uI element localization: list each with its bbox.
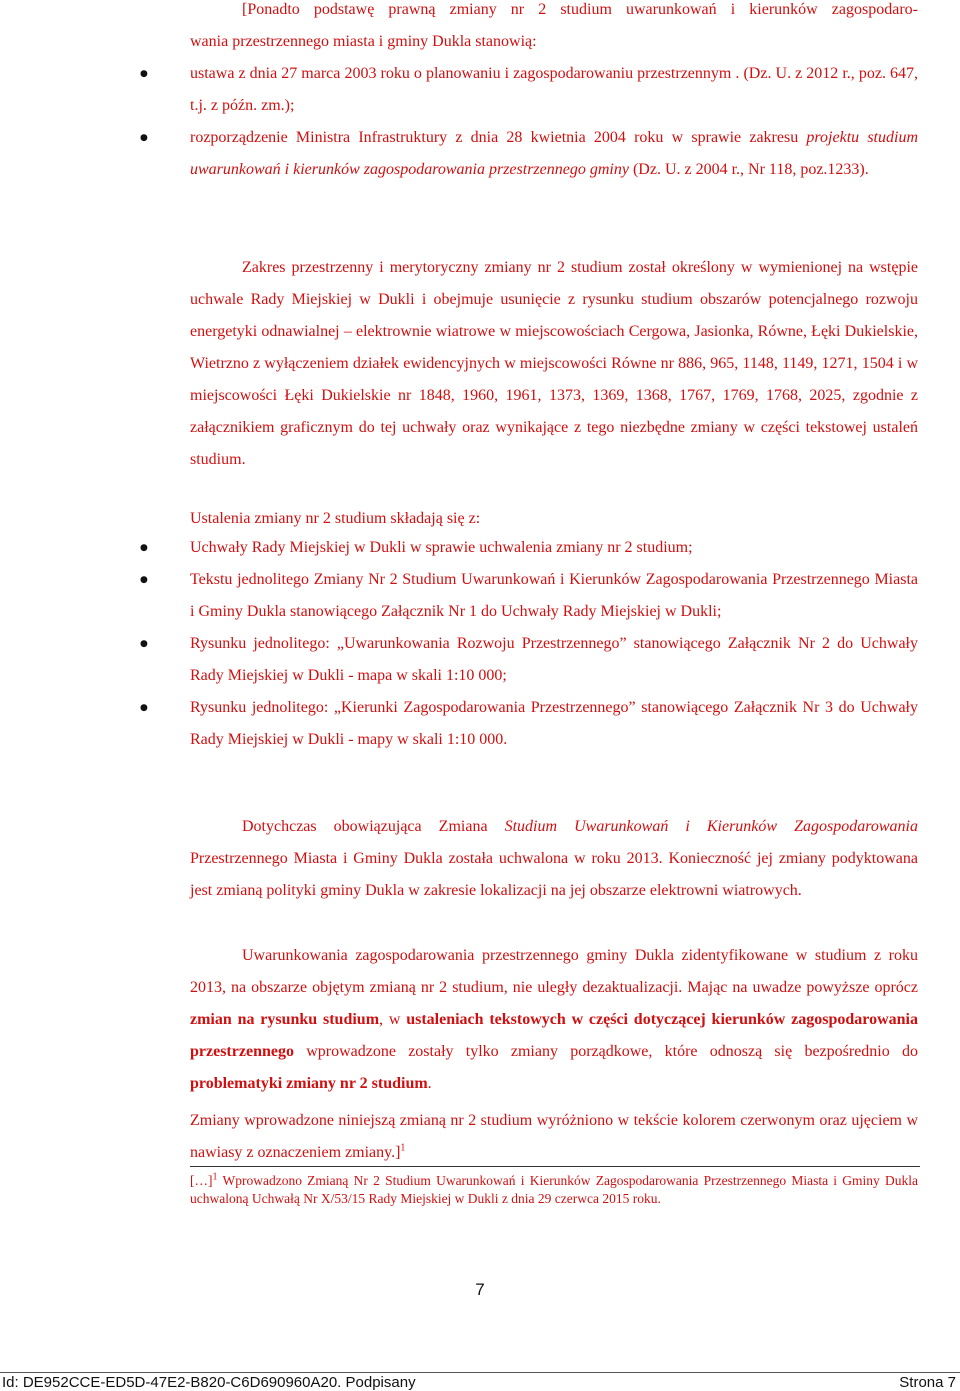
list-item [138, 122, 918, 186]
conditions-bold-1: zmian na rysunku studium [190, 1011, 380, 1028]
list-item-text: Rysunku jednolitego: „Uwarunkowania Rozwoju Przestrzennego” stanowiącego Załącznik Nr 2 do Uchwały Rady Miejskiej w Dukli - mapa w skali 1:10 000; [190, 635, 918, 684]
list-item-text-a: rozporządzenie Ministra Infrastruktury z dnia 28 kwietnia 2004 roku w sprawie zakresu [190, 129, 807, 146]
list-item-text: Tekstu jednolitego Zmiany Nr 2 Studium Uwarunkowań i Kierunków Zagospodarowania Przestrzennego Miasta i Gminy Dukla stanowiącego Załącznik Nr 1 do Uchwały Rady Miejskiej w Dukli; [190, 571, 918, 620]
footnote-divider [190, 1166, 920, 1167]
marking-text: Zmiany wprowadzone niniejszą zmianą nr 2 studium wyróżniono w tekście kolorem czerwonym oraz ujęciem w nawiasy z oznaczeniem zmiany.] [190, 1112, 918, 1161]
intro-line-2: wania przestrzennego miasta i gminy Dukla stanowią: [190, 33, 537, 50]
footnote-number: 1 [212, 1171, 218, 1183]
intro-line-1: [Ponadto podstawę prawną zmiany nr 2 studium uwarunkowań i kierunków zagospodaro- [242, 1, 918, 18]
conditions-text-4: . [427, 1075, 432, 1092]
history-text-a: Dotychczas obowiązująca Zmiana [242, 818, 505, 835]
document-id: Id: DE952CCE-ED5D-47E2-B820-C6D690960A20. Podpisany [2, 1374, 416, 1391]
conditions-bold-2: ustaleniach tekstowych w części dotyczącej kierunków zagospodarowania przestrzennego [190, 1011, 918, 1060]
list-item [138, 564, 918, 628]
conditions-bold-3: problematyki zmiany nr 2 studium [190, 1075, 428, 1092]
signature-footer [0, 1372, 960, 1391]
footnote-text: Wprowadzono Zmianą Nr 2 Studium Uwarunkowań i Kierunków Zagospodarowania Przestrzennego Miasta i Gminy Dukla uchwaloną Uchwałą Nr X/53/15 Rady Miejskiej w Dukli z dnia 29 czerwca 2015 roku. [190, 1173, 918, 1206]
conditions-text-3: wprowadzone zostały tylko zmiany porządkowe, które odnoszą się bezpośrednio do [293, 1043, 918, 1060]
legal-basis-list [138, 58, 918, 186]
list-item-text: Rysunku jednolitego: „Kierunki Zagospodarowania Przestrzennego” stanowiącego Załącznik Nr 3 do Uchwały Rady Miejskiej w Dukli - mapy w skali 1:10 000. [190, 699, 918, 748]
list-item-text-italic: projektu studium uwarunkowań i kierunków zagospodarowania przestrzennego gminy [190, 129, 919, 178]
list-item-text: ustawa z dnia 27 marca 2003 roku o planowaniu i zagospodarowaniu przestrzennym . (Dz. U. z 2012 r., poz. 647, t.j. z późn. zm.); [190, 65, 918, 114]
footnote-prefix: […] [190, 1173, 213, 1188]
list-item-text-b: (Dz. U. z 2004 r., Nr 118, poz.1233). [628, 161, 869, 178]
marking-paragraph [190, 1105, 918, 1169]
list-item [138, 628, 918, 692]
list-item-text: Uchwały Rady Miejskiej w Dukli w sprawie uchwalenia zmiany nr 2 studium; [190, 539, 693, 556]
list-item [138, 692, 918, 756]
footnote [190, 1172, 918, 1208]
history-paragraph [190, 811, 918, 907]
history-text-b: Przestrzennego Miasta i Gminy Dukla została uchwalona w roku 2013. Konieczność jej zmiany podyktowana jest zmianą polityki gminy Dukla w zakresie lokalizacji na jej obszarze elektrowni wiatrowych. [190, 850, 918, 899]
page-number: 7 [475, 1280, 485, 1299]
scope-paragraph: Zakres przestrzenny i merytoryczny zmiany nr 2 studium został określony w wymienionej na wstępie uchwale Rady Miejskiej w Dukli i obejmuje usunięcie z rysunku studium obszarów potencjalnego rozwoju energetyki odnawialnej – elektrownie wiatrowe w miejscowościach Cergowa, Jasionka, Równe, Łęki Dukielskie, Wietrzno z wyłączeniem działek ewidencyjnych w miejscowości Równe nr 886, 965, 1148, 1149, 1271, 1504 i w miejscowości Łęki Dukielskie nr 1848, 1960, 1961, 1373, 1369, 1368, 1767, 1769, 1768, 2025, zgodnie z załącznikiem graficznym do tej uchwały oraz wynikające z tego niezbędne zmiany w części tekstowej ustaleń studium. [190, 259, 918, 468]
page-counter: Strona 7 [899, 1374, 956, 1391]
conditions-text-1: Uwarunkowania zagospodarowania przestrzennego gminy Dukla zidentyfikowane w studium z roku 2013, na obszarze objętym zmianą nr 2 studium, nie uległy dezaktualizacji. Mając na uwadze powyższe oprócz [190, 947, 918, 996]
footnote-ref[interactable]: 1 [400, 1142, 406, 1154]
conditions-paragraph [190, 940, 918, 1100]
list-item [138, 532, 918, 564]
list-item [138, 58, 918, 122]
intro-paragraph [242, 0, 918, 26]
history-text-italic: Studium Uwarunkowań i Kierunków Zagospodarowania [504, 818, 918, 835]
conditions-text-2: , w [379, 1011, 407, 1028]
components-heading: Ustalenia zmiany nr 2 studium składają się z: [190, 510, 481, 527]
components-list [138, 532, 918, 756]
